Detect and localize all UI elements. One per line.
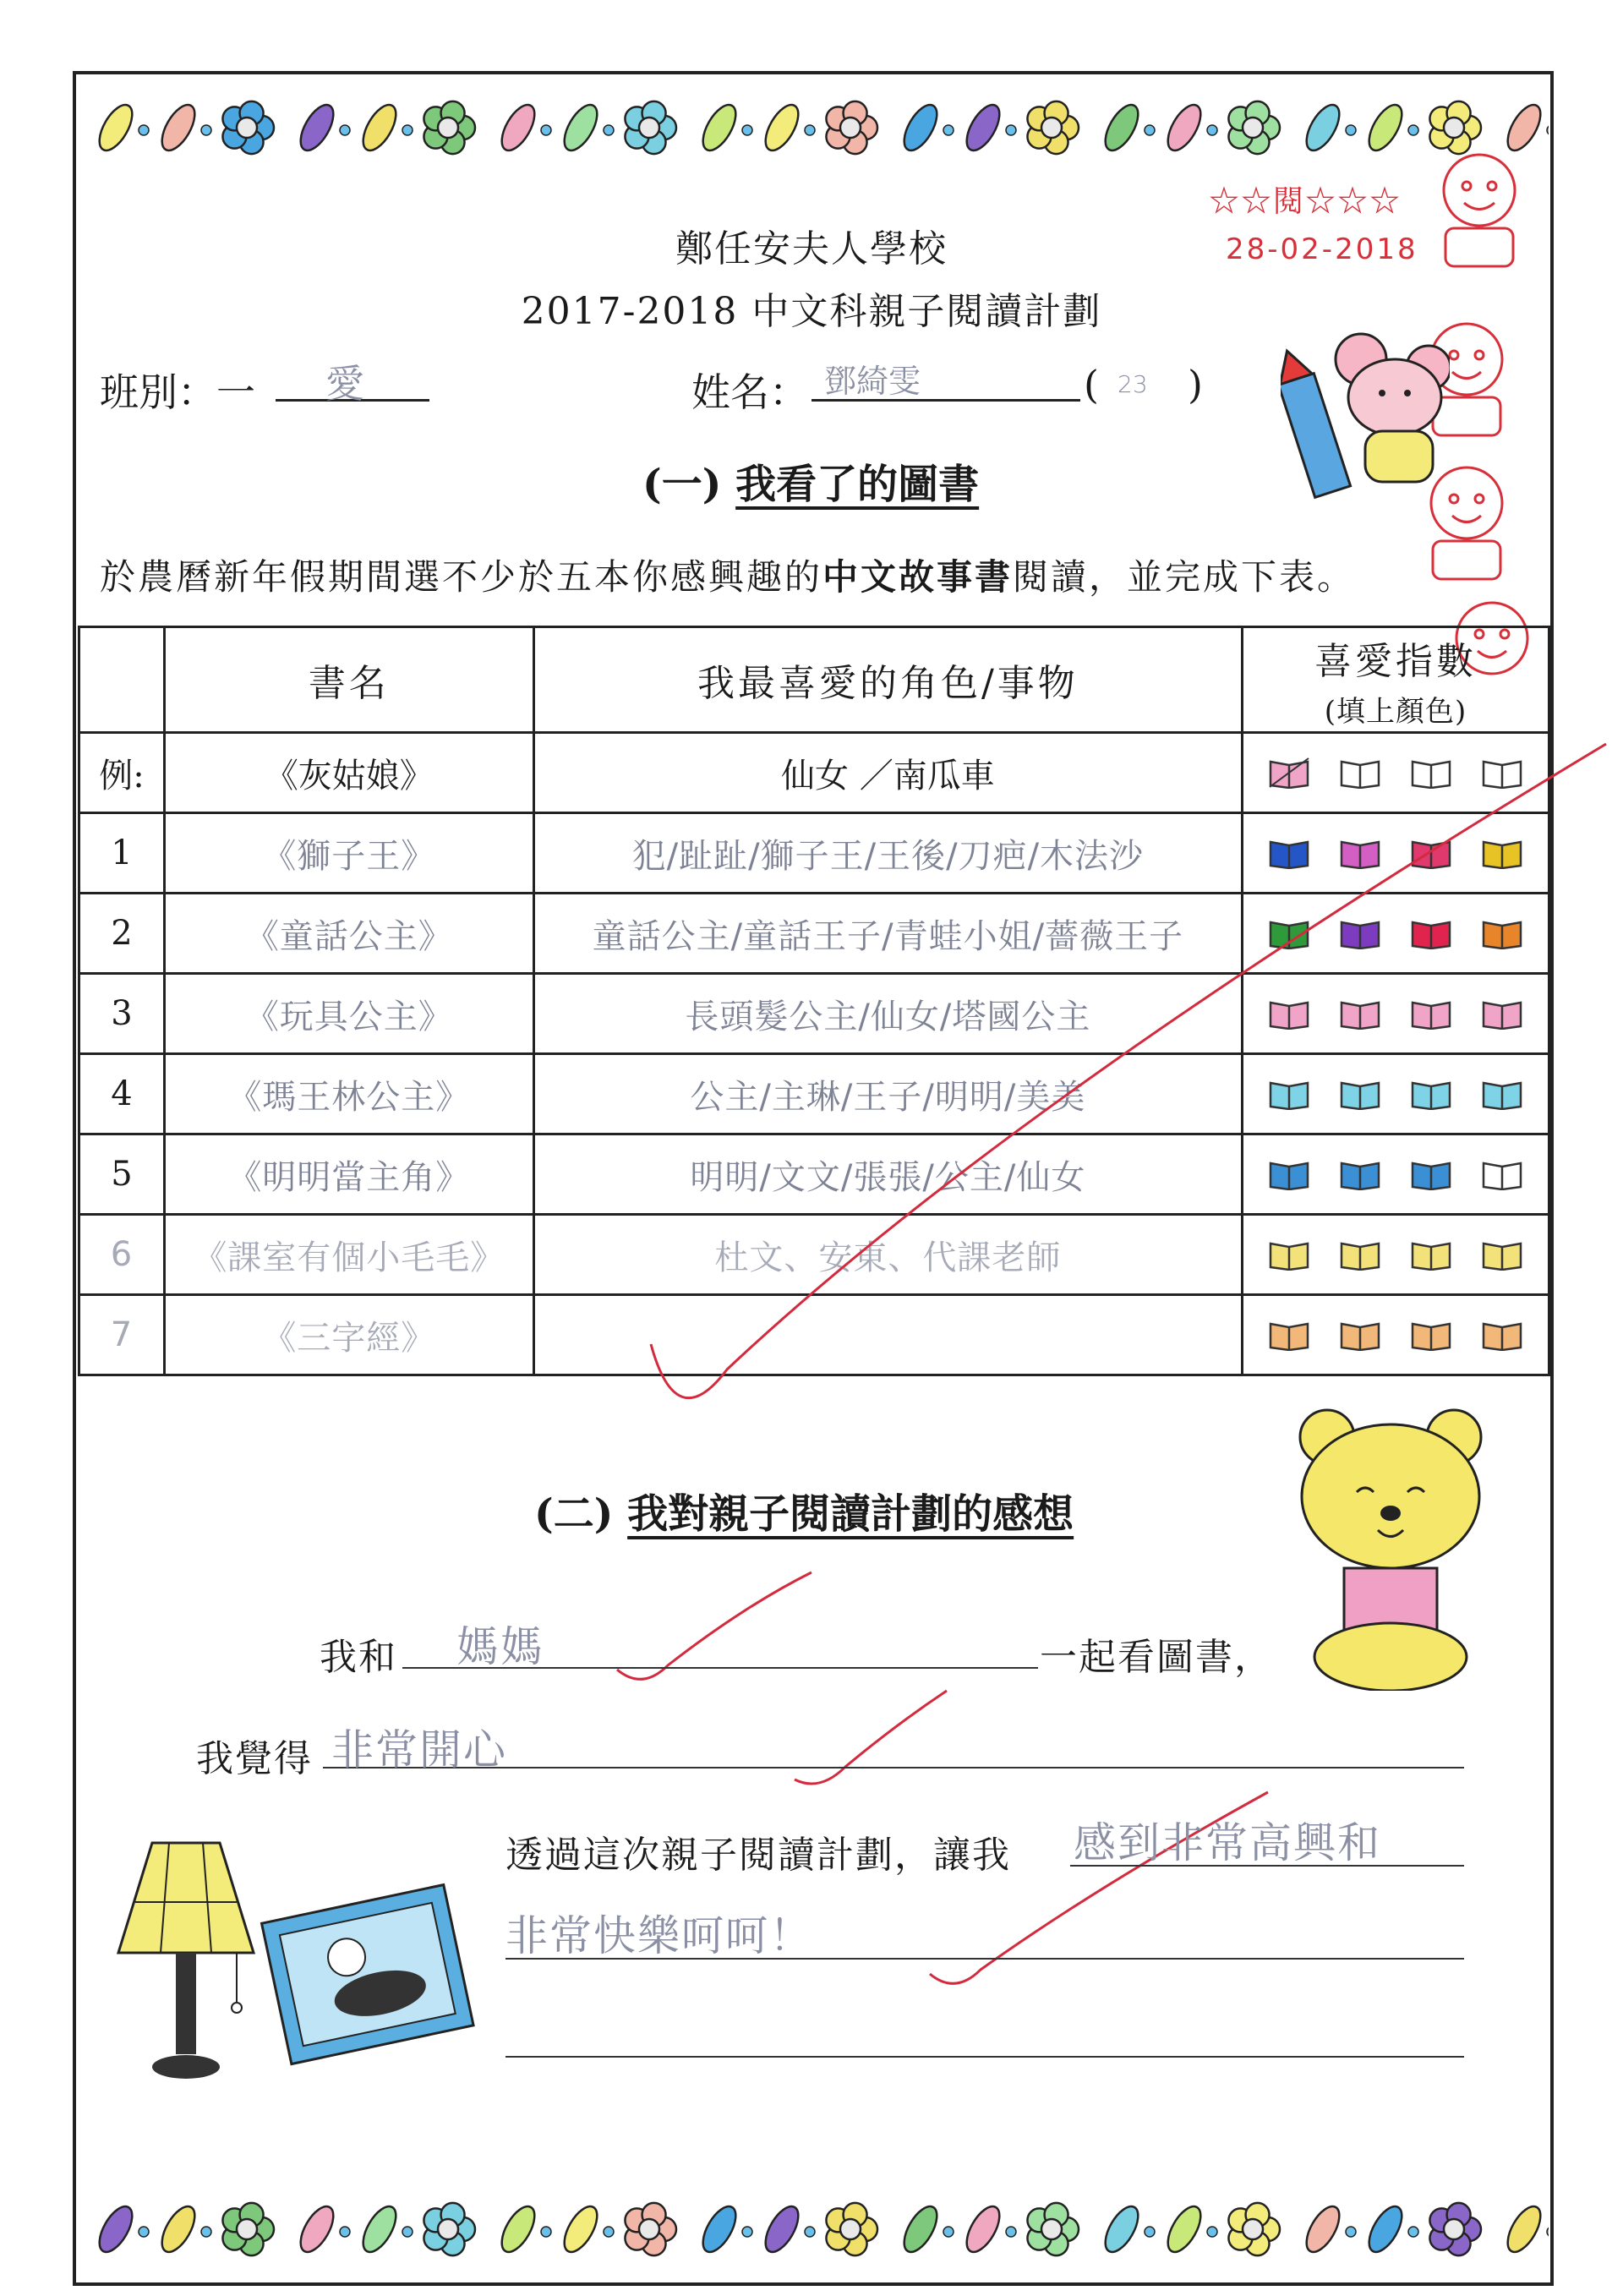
- leaf-icon: [495, 100, 541, 156]
- leaf-icon: [1501, 2201, 1547, 2257]
- dot-icon: [1346, 125, 1356, 135]
- book-icon: [1481, 837, 1523, 869]
- dot-icon: [201, 125, 211, 135]
- dot-icon: [402, 2227, 413, 2237]
- book-icon: [1410, 1319, 1452, 1351]
- leaf-icon: [898, 2201, 943, 2257]
- header-book: 書名: [164, 627, 533, 733]
- dot-icon: [1145, 2227, 1155, 2237]
- leaf-icon: [1300, 2201, 1346, 2257]
- row-number: 3: [79, 974, 165, 1054]
- row-book-title: 《三字經》: [164, 1295, 533, 1375]
- table-row: [79, 894, 1549, 974]
- name-value: 鄧綺雯: [824, 363, 921, 400]
- leaf-icon: [960, 100, 1006, 156]
- leaf-icon: [898, 100, 943, 156]
- row-favorite: 公主/主琳/王子/明明/美美: [533, 1054, 1242, 1134]
- book-icon: [1268, 837, 1310, 869]
- dot-icon: [604, 125, 614, 135]
- section1-prefix: (一): [642, 461, 722, 508]
- dot-icon: [1408, 125, 1418, 135]
- leaf-icon: [1161, 100, 1207, 156]
- flower-icon: [1027, 101, 1079, 154]
- reflection-line2-pre: 我覺得: [196, 1737, 313, 1780]
- header-rating: [1243, 627, 1549, 733]
- book-icon: [1481, 1319, 1523, 1351]
- plan-title: 2017-2018 中文科親子閱讀計劃: [521, 290, 1102, 333]
- header-blank: [79, 627, 165, 733]
- row-rating: [1243, 974, 1549, 1054]
- name-label: 姓名：: [691, 369, 808, 415]
- dot-icon: [541, 125, 551, 135]
- reflection-line1-pre: 我和: [320, 1636, 397, 1679]
- book-icon: [1410, 998, 1452, 1030]
- book-icon: [1268, 917, 1310, 949]
- dot-icon: [742, 2227, 752, 2237]
- leaf-icon: [495, 2201, 541, 2257]
- row-book-title: 《玩具公主》: [164, 974, 533, 1054]
- flower-icon: [826, 101, 877, 154]
- stamp-label: ☆☆閱☆☆☆: [1209, 184, 1402, 219]
- row-rating: [1243, 894, 1549, 974]
- flower-icon: [826, 2203, 877, 2255]
- book-icon: [1339, 1238, 1381, 1271]
- section2-prefix: (二): [534, 1490, 614, 1538]
- example-rating: [1243, 733, 1549, 813]
- dot-icon: [943, 2227, 954, 2237]
- book-icon: [1410, 837, 1452, 869]
- table-row: [79, 813, 1549, 894]
- dot-icon: [340, 2227, 350, 2237]
- book-icon: [1268, 998, 1310, 1030]
- table-row: [79, 1054, 1549, 1134]
- reflection-line5-underline: [505, 2056, 1464, 2058]
- class-label: 班別：一: [100, 369, 255, 415]
- reading-table: [78, 626, 1550, 1376]
- teddy-bear-illustration: [1285, 1403, 1505, 1691]
- dot-icon: [943, 125, 954, 135]
- stamp-date: 28-02-2018: [1226, 232, 1418, 266]
- dot-icon: [541, 2227, 551, 2237]
- row-number: 7: [79, 1295, 165, 1375]
- dot-icon: [1006, 125, 1016, 135]
- flower-icon: [1429, 101, 1481, 154]
- leaf-icon: [1099, 100, 1145, 156]
- section1-instruction: [100, 549, 1355, 600]
- example-num: 例:: [79, 733, 165, 813]
- row-book-title: 《明明當主角》: [164, 1134, 533, 1215]
- flower-icon: [625, 101, 676, 154]
- book-icon: [1339, 837, 1381, 869]
- dot-icon: [805, 125, 815, 135]
- school-name: 鄭任安夫人學校: [675, 227, 948, 271]
- class-number: 23: [1118, 370, 1148, 398]
- section2-heading: 我對親子閱讀計劃的感想: [627, 1490, 1074, 1538]
- reflection-line3-fill: 感到非常高興和: [1074, 1818, 1381, 1867]
- book-icon: [1339, 1319, 1381, 1351]
- section2-title: [534, 1481, 1074, 1539]
- reflection-line1-fill: 媽媽: [456, 1622, 544, 1671]
- row-book-title: 《瑪王林公主》: [164, 1054, 533, 1134]
- book-icon: [1339, 757, 1381, 789]
- row-book-title: 《課室有個小毛毛》: [164, 1215, 533, 1295]
- class-value: 愛: [325, 361, 364, 407]
- dot-icon: [1207, 2227, 1217, 2237]
- leaf-icon: [1363, 2201, 1408, 2257]
- row-book-title: 《童話公主》: [164, 894, 533, 974]
- row-favorite: [533, 1295, 1242, 1375]
- mouse-crayon-illustration: [1281, 325, 1450, 520]
- reflection-line3-pre: 透過這次親子閱讀計劃，讓我: [505, 1834, 1011, 1877]
- book-icon: [1481, 998, 1523, 1030]
- table-row: [79, 1215, 1549, 1295]
- leaf-icon: [93, 2201, 139, 2257]
- leaf-icon: [1161, 2201, 1207, 2257]
- number-close: ): [1188, 362, 1203, 407]
- dot-icon: [1408, 2227, 1418, 2237]
- book-icon: [1410, 757, 1452, 789]
- leaf-icon: [1099, 2201, 1145, 2257]
- book-icon: [1481, 1078, 1523, 1110]
- instruction-post: 閱讀，並完成下表。: [1013, 556, 1356, 598]
- leaf-icon: [960, 2201, 1006, 2257]
- section1-heading: 我看了的圖書: [735, 461, 980, 508]
- book-icon: [1268, 1078, 1310, 1110]
- table-row: [79, 1134, 1549, 1215]
- leaf-icon: [156, 2201, 201, 2257]
- book-icon: [1481, 917, 1523, 949]
- leaf-icon: [294, 2201, 340, 2257]
- leaf-icon: [357, 100, 402, 156]
- flower-icon: [1429, 2203, 1481, 2255]
- flower-icon: [424, 101, 475, 154]
- example-title: 《灰姑娘》: [164, 733, 533, 813]
- book-icon: [1481, 1158, 1523, 1190]
- dot-icon: [139, 125, 149, 135]
- flower-icon: [424, 2203, 475, 2255]
- flower-icon: [222, 2203, 274, 2255]
- leaf-icon: [697, 2201, 742, 2257]
- row-rating: [1243, 1295, 1549, 1375]
- example-row: [79, 733, 1549, 813]
- leaf-icon: [759, 100, 805, 156]
- dot-icon: [1547, 125, 1549, 135]
- dot-icon: [1006, 2227, 1016, 2237]
- dot-icon: [201, 2227, 211, 2237]
- instruction-bold: 中文故事書: [822, 556, 1014, 598]
- top-decorative-border: [78, 81, 1549, 174]
- leaf-icon: [156, 100, 201, 156]
- leaf-icon: [759, 2201, 805, 2257]
- dot-icon: [1547, 2227, 1549, 2237]
- book-icon: [1268, 1238, 1310, 1271]
- book-icon: [1481, 1238, 1523, 1271]
- row-number: 4: [79, 1054, 165, 1134]
- row-number: 1: [79, 813, 165, 894]
- table-row: [79, 974, 1549, 1054]
- dot-icon: [805, 2227, 815, 2237]
- instruction-pre: 於農曆新年假期間選不少於五本你感興趣的: [100, 556, 823, 598]
- table-row: [79, 1295, 1549, 1375]
- row-favorite: 犯/趾趾/獅子王/王後/刀疤/木法沙: [533, 813, 1242, 894]
- leaf-icon: [93, 100, 139, 156]
- row-number: 2: [79, 894, 165, 974]
- book-icon: [1410, 1238, 1452, 1271]
- row-rating: [1243, 1215, 1549, 1295]
- row-book-title: 《獅子王》: [164, 813, 533, 894]
- book-icon: [1410, 1158, 1452, 1190]
- book-icon: [1268, 757, 1310, 789]
- book-icon: [1410, 1078, 1452, 1110]
- row-favorite: 杜文、安東、代課老師: [533, 1215, 1242, 1295]
- book-icon: [1339, 1078, 1381, 1110]
- flower-icon: [1027, 2203, 1079, 2255]
- dot-icon: [1145, 125, 1155, 135]
- dot-icon: [402, 125, 413, 135]
- dot-icon: [1346, 2227, 1356, 2237]
- header-favorite: 我最喜愛的角色/事物: [533, 627, 1242, 733]
- row-favorite: 童話公主/童話王子/青蛙小姐/薔薇王子: [533, 894, 1242, 974]
- row-rating: [1243, 1054, 1549, 1134]
- book-icon: [1268, 1319, 1310, 1351]
- dot-icon: [1207, 125, 1217, 135]
- reflection-line1-post: 一起看圖書，: [1040, 1636, 1273, 1679]
- flower-icon: [222, 101, 274, 154]
- leaf-icon: [1300, 100, 1346, 156]
- row-number: 5: [79, 1134, 165, 1215]
- reflection-line2-fill: 非常開心: [331, 1725, 507, 1774]
- bottom-decorative-border: [78, 2183, 1549, 2276]
- book-icon: [1268, 1158, 1310, 1190]
- row-number: 6: [79, 1215, 165, 1295]
- reflection-line4-fill: 非常快樂呵呵！: [505, 1911, 813, 1960]
- flower-icon: [1228, 101, 1280, 154]
- book-icon: [1481, 757, 1523, 789]
- dot-icon: [340, 125, 350, 135]
- row-favorite: 明明/文文/張張/公主/仙女: [533, 1134, 1242, 1215]
- lamp-and-book-illustration: [101, 1826, 499, 2113]
- header-rating-note: (填上顏色): [1324, 694, 1467, 729]
- row-rating: [1243, 813, 1549, 894]
- header-rating-label: 喜愛指數: [1314, 639, 1478, 683]
- leaf-icon: [558, 2201, 604, 2257]
- flower-icon: [1228, 2203, 1280, 2255]
- book-icon: [1339, 998, 1381, 1030]
- row-favorite: 長頭髮公主/仙女/塔國公主: [533, 974, 1242, 1054]
- leaf-icon: [357, 2201, 402, 2257]
- row-rating: [1243, 1134, 1549, 1215]
- dot-icon: [742, 125, 752, 135]
- book-icon: [1339, 1158, 1381, 1190]
- dot-icon: [139, 2227, 149, 2237]
- example-favorite: 仙女 ／南瓜車: [533, 733, 1242, 813]
- number-open: (: [1084, 362, 1099, 407]
- section1-title: [642, 451, 979, 510]
- flower-icon: [625, 2203, 676, 2255]
- leaf-icon: [294, 100, 340, 156]
- leaf-icon: [558, 100, 604, 156]
- book-icon: [1410, 917, 1452, 949]
- book-icon: [1339, 917, 1381, 949]
- dot-icon: [604, 2227, 614, 2237]
- leaf-icon: [697, 100, 742, 156]
